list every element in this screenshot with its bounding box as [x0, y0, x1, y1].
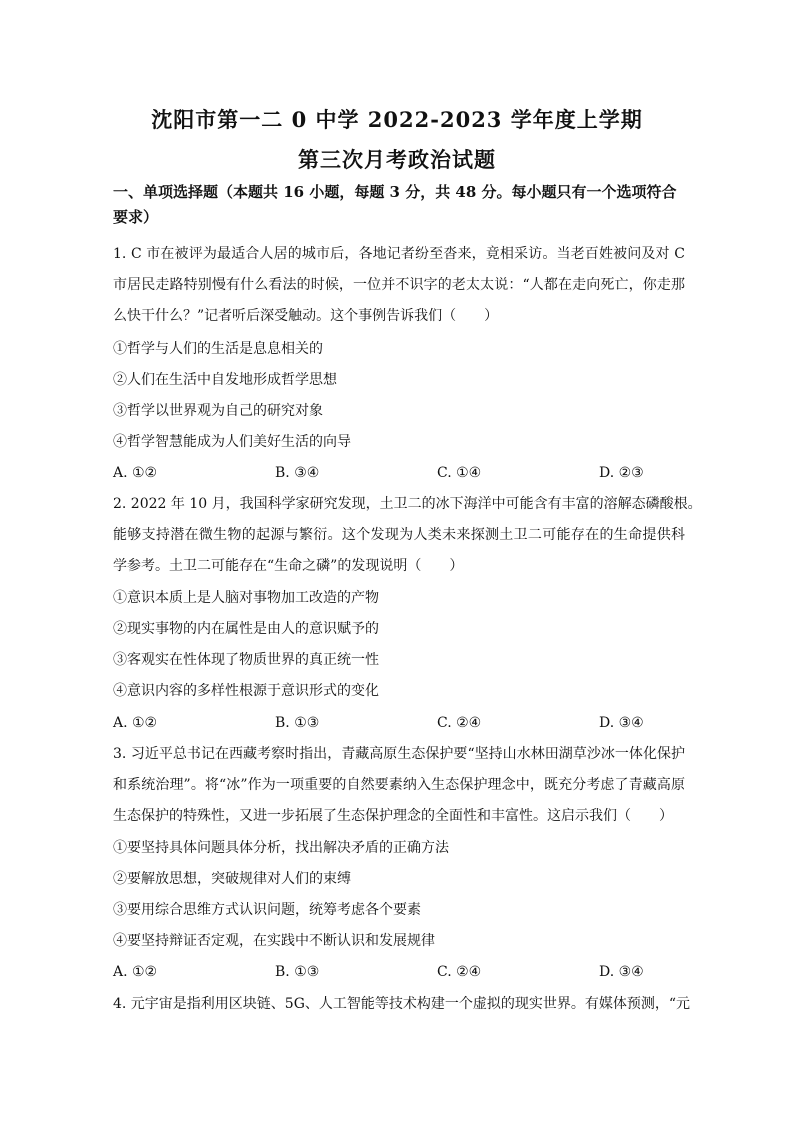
q2-option-c: C. ②④ [437, 715, 482, 731]
exam-subtitle: 第三次月考政治试题 [298, 147, 496, 172]
q1-stem-line-1: 1. C 市在被评为最适合人居的城市后，各地记者纷至沓来，竟相采访。当老百姓被问及对 C [113, 246, 685, 262]
q2-option-a: A. ①② [113, 715, 158, 731]
q3-item-1: ①要坚持具体问题具体分析，找出解决矛盾的正确方法 [113, 840, 449, 856]
q2-stem-line-2: 能够支持潜在微生物的起源与繁衍。这个发现为人类未来探测土卫二可能存在的生命提供科 [113, 527, 685, 543]
q1-item-4: ④哲学智慧能成为人们美好生活的向导 [113, 434, 351, 450]
q3-stem-line-2: 和系统治理”。将“冰”作为一项重要的自然要素纳入生态保护理念中，既充分考虑了青藏高原 [113, 777, 685, 793]
q1-item-2: ②人们在生活中自发地形成哲学思想 [113, 372, 337, 388]
q4-stem-line-1: 4. 元宇宙是指利用区块链、5G、人工智能等技术构建一个虚拟的现实世界。有媒体预测，“元 [113, 996, 691, 1012]
q1-stem-line-3: 么快干什么？”记者听后深受触动。这个事例告诉我们（ ） [113, 308, 499, 324]
q1-option-b: B. ③④ [275, 465, 320, 481]
q2-stem-line-1: 2. 2022 年 10 月，我国科学家研究发现，土卫二的冰下海洋中可能含有丰富的溶解态磷酸根。 [113, 496, 702, 512]
section-heading: 一、单项选择题（本题共 16 小题，每题 3 分，共 48 分。每小题只有一个选项符合要求） [113, 183, 677, 226]
q1-option-a: A. ①② [113, 465, 158, 481]
exam-title: 沈阳市第一二 0 中学 2022-2023 学年度上学期 [151, 107, 643, 132]
q2-item-1: ①意识本质上是人脑对事物加工改造的产物 [113, 590, 379, 606]
q3-option-b: B. ①③ [275, 964, 320, 980]
q3-stem-line-3: 生态保护的特殊性，又进一步拓展了生态保护理念的全面性和丰富性。这启示我们（ ） [113, 808, 673, 824]
q3-option-a: A. ①② [113, 964, 158, 980]
q3-item-4: ④要坚持辩证否定观，在实践中不断认识和发展规律 [113, 933, 435, 949]
q1-item-1: ①哲学与人们的生活是息息相关的 [113, 341, 323, 357]
q2-option-b: B. ①③ [275, 715, 320, 731]
q3-item-2: ②要解放思想，突破规律对人们的束缚 [113, 871, 351, 887]
q3-item-3: ③要用综合思维方式认识问题，统筹考虑各个要素 [113, 902, 421, 918]
q3-option-d: D. ③④ [599, 964, 644, 980]
q2-item-3: ③客观实在性体现了物质世界的真正统一性 [113, 652, 379, 668]
q3-stem-line-1: 3. 习近平总书记在西藏考察时指出，青藏高原生态保护要“坚持山水林田湖草沙冰一体化保护 [113, 746, 685, 762]
q1-option-d: D. ②③ [599, 465, 644, 481]
q2-item-4: ④意识内容的多样性根源于意识形式的变化 [113, 683, 379, 699]
q2-stem-line-3: 学参考。土卫二可能存在“生命之磷”的发现说明（ ） [113, 558, 464, 574]
q2-item-2: ②现实事物的内在属性是由人的意识赋予的 [113, 621, 379, 637]
q1-option-c: C. ①④ [437, 465, 482, 481]
q1-stem-line-2: 市居民走路特别慢有什么看法的时候，一位并不识字的老太太说：“人都在走向死亡，你走那 [113, 277, 685, 293]
q2-option-d: D. ③④ [599, 715, 644, 731]
q3-option-c: C. ②④ [437, 964, 482, 980]
q1-item-3: ③哲学以世界观为自己的研究对象 [113, 403, 323, 419]
